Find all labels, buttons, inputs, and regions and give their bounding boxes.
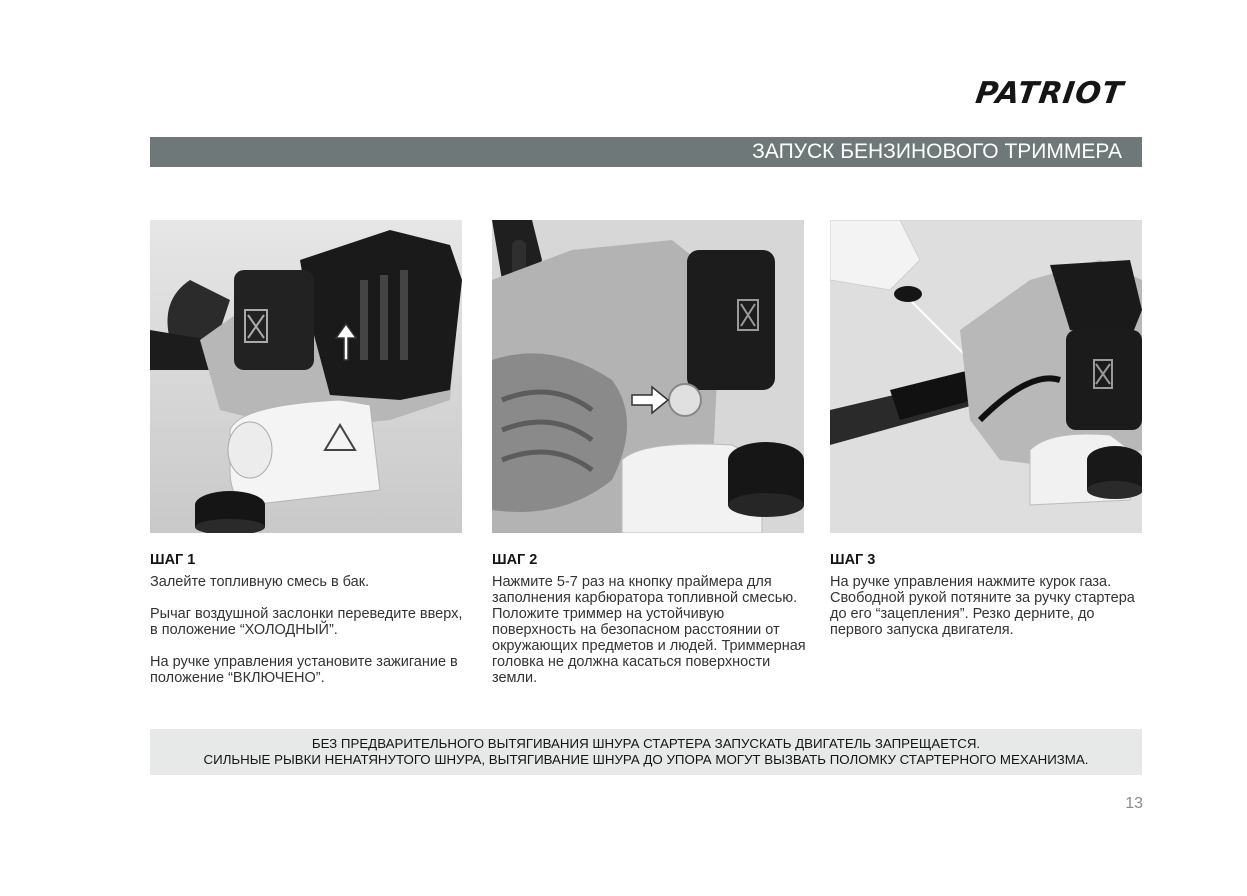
step2-paragraph-2: Положите триммер на устойчивую поверхность на безопасном расстоянии от окружающих предметов и людей. Триммерная головка не должна касаться поверхности земли. [492, 606, 806, 686]
section-title-bar [150, 137, 1142, 167]
warning-line-1: БЕЗ ПРЕДВАРИТЕЛЬНОГО ВЫТЯГИВАНИЯ ШНУРА СТАРТЕРА ЗАПУСКАТЬ ДВИГАТЕЛЬ ЗАПРЕЩАЕТСЯ. [311, 736, 981, 751]
step1-column [150, 552, 470, 686]
step1-photo [150, 220, 462, 533]
step3-illustration [830, 220, 1142, 533]
step1-paragraph-2: Рычаг воздушной заслонки переведите вверх, в положение “ХОЛОДНЫЙ”. [150, 606, 463, 638]
warning-box [150, 729, 1142, 775]
step2-photo [492, 220, 804, 533]
step3-column [830, 552, 1145, 638]
step2-paragraph-1: Нажмите 5-7 раз на кнопку праймера для заполнения карбюратора топливной смесью. [492, 574, 798, 606]
step1-paragraph-1: Залейте топливную смесь в бак. [150, 574, 370, 590]
patriot-logo: PATRIOT [973, 76, 1126, 111]
step2-column [492, 552, 812, 686]
section-title: ЗАПУСК БЕНЗИНОВОГО ТРИММЕРА [752, 140, 1122, 163]
step3-photo [830, 220, 1142, 533]
step1-title: ШАГ 1 [150, 552, 196, 568]
warning-line-2: СИЛЬНЫЕ РЫВКИ НЕНАТЯНУТОГО ШНУРА, ВЫТЯГИВАНИЕ ШНУРА ДО УПОРА МОГУТ ВЫЗВАТЬ ПОЛОМКУ СТАРТЕРНОГО МЕХАНИЗМА. [203, 752, 1089, 767]
step3-paragraph-1: На ручке управления нажмите курок газа. Свободной рукой потяните за ручку стартера до его “зацепления”. Резко дерните, до первого запуска двигателя. [830, 574, 1135, 638]
step2-illustration [492, 220, 804, 533]
step2-title: ШАГ 2 [492, 552, 538, 568]
step3-title: ШАГ 3 [830, 552, 876, 568]
step1-illustration [150, 220, 462, 533]
step1-paragraph-3: На ручке управления установите зажигание в положение “ВКЛЮЧЕНО”. [150, 654, 458, 686]
page-number: 13 [1125, 795, 1143, 812]
